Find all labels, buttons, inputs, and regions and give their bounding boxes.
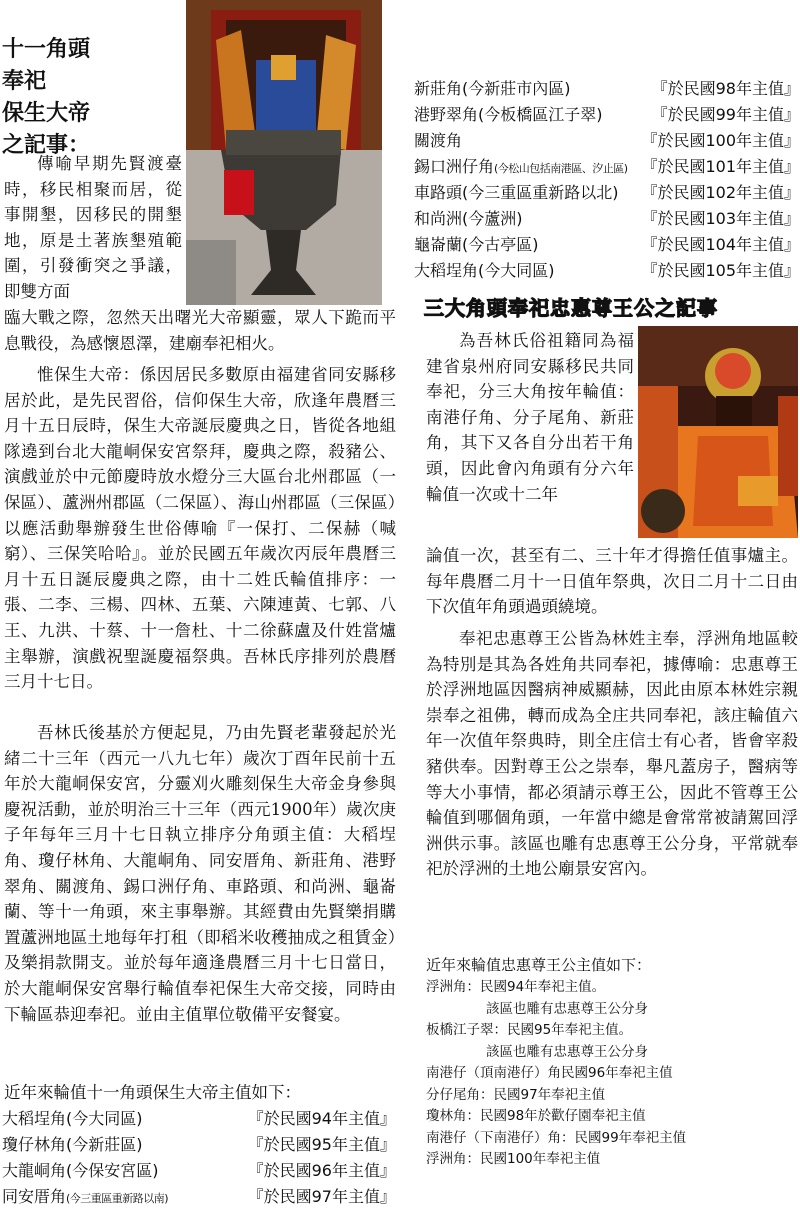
heading-line: 十一角頭 bbox=[2, 37, 91, 62]
list-item bbox=[414, 206, 800, 232]
list-item-year: 『於民國99年主值』 bbox=[651, 105, 800, 124]
list-item-year: 『於民國105年主值』 bbox=[641, 261, 800, 280]
list-item: 該區也雕有忠惠尊王公分身 bbox=[486, 1000, 648, 1017]
list-item bbox=[414, 258, 800, 284]
list-item-place: 錫口洲仔角 bbox=[414, 157, 495, 176]
right-paragraph-2: 奉祀忠惠尊王公皆為林姓主奉，浮洲角地區較為特別是其為各姓角共同奉祀，據傳喻：忠惠尊王於浮洲地區因醫病神威顯赫，因此由原本林姓宗親崇奉之祖佛，轉而成為全庄共同奉祀，該庄輪值六年一次值年祭典時，則全庄信士有心者，皆會宰殺豬供奉。因對尊王公之崇奉，舉凡蓋房子，醫病等等大小事情，都必須請示尊王公，因此不管尊王公輪值到哪個角頭，一年當中總是會常常被請駕回浮洲供示事。該區也雕有忠惠尊王公分身，平常就奉祀於浮洲的土地公廟景安宮內。 bbox=[426, 629, 798, 879]
section-title: 三大角頭奉祀忠惠尊王公之記事 bbox=[424, 296, 718, 320]
list-item-place: 瓊仔林角(今新莊區) bbox=[2, 1135, 143, 1154]
right-list2-intro: 近年來輪值忠惠尊王公主值如下： bbox=[426, 956, 652, 974]
list-item bbox=[414, 128, 800, 154]
list-item bbox=[414, 154, 800, 180]
list-item bbox=[2, 1158, 396, 1184]
list-item-place: 同安厝角 bbox=[2, 1187, 67, 1206]
list-item bbox=[414, 180, 800, 206]
list-item: 板橋江子翠：民國95年奉祀主值。 bbox=[426, 1022, 633, 1038]
list-item-year: 『於民國100年主值』 bbox=[641, 131, 800, 150]
list-item-year: 『於民國96年主值』 bbox=[247, 1161, 396, 1180]
list-item: 浮洲角：民國100年奉祀主值 bbox=[426, 1151, 601, 1167]
left-paragraph-1-wrap: 傳喻早期先賢渡臺時，移民相聚而居，從事開墾，因移民的開墾地，原是土著族墾殖範圍，引發衝突之爭議，即雙方面 bbox=[4, 154, 182, 301]
deity-photo bbox=[638, 326, 798, 538]
list-item-place: 新莊角(今新莊市內區) bbox=[414, 79, 571, 98]
list-item-place: 和尚洲(今蘆洲) bbox=[414, 209, 523, 228]
list-item-place: 龜崙蘭(今古亭區) bbox=[414, 235, 539, 254]
heading-line: 保生大帝 bbox=[2, 101, 91, 126]
list-item: 該區也雕有忠惠尊王公分身 bbox=[486, 1043, 648, 1060]
right-duty-list bbox=[414, 76, 800, 284]
list-item bbox=[414, 232, 800, 258]
list-item: 浮洲角：民國94年奉祀主值。 bbox=[426, 979, 606, 995]
list-item-year: 『於民國94年主值』 bbox=[247, 1109, 396, 1128]
list-item bbox=[414, 76, 800, 102]
list-item-place: 大龍峒角(今保安宮區) bbox=[2, 1161, 159, 1180]
list-item: 南港仔（頂南港仔）角民國96年奉祀主值 bbox=[426, 1065, 673, 1081]
list-item-place: 車路頭(今三重區重新路以北) bbox=[414, 183, 619, 202]
list-item bbox=[2, 1184, 396, 1210]
list-item-year: 『於民國95年主值』 bbox=[247, 1135, 396, 1154]
list-item-year: 『於民國101年主值』 bbox=[641, 157, 800, 176]
list-item-year: 『於民國97年主值』 bbox=[247, 1187, 396, 1206]
right-duty-list-2 bbox=[426, 977, 798, 1171]
right-paragraph-1-full: 論值一次，甚至有二、三十年才得擔任值事爐主。每年農曆二月十一日值年祭典，次日二月十二日由下次值年角頭過頭繞境。 bbox=[426, 546, 798, 617]
list-item-note: (今松山包括南港區、汐止區) bbox=[494, 162, 628, 175]
list-item-year: 『於民國102年主值』 bbox=[641, 183, 800, 202]
list-item-place: 大稻埕角(今大同區) bbox=[2, 1109, 143, 1128]
article-heading bbox=[2, 34, 182, 162]
list-item-year: 『於民國104年主值』 bbox=[641, 235, 800, 254]
heading-line: 奉祀 bbox=[2, 69, 47, 94]
list-item-place: 港野翠角(今板橋區江子翠) bbox=[414, 105, 603, 124]
list-item bbox=[2, 1106, 396, 1132]
list-item-place: 關渡角 bbox=[414, 131, 463, 150]
list-item bbox=[2, 1132, 396, 1158]
list-item: 分仔尾角：民國97年奉祀主值 bbox=[426, 1086, 606, 1103]
censer-photo bbox=[186, 0, 382, 305]
list-item-place: 大稻埕角(今大同區) bbox=[414, 261, 555, 280]
left-paragraph-1-full: 臨大戰之際，忽然天出曙光大帝顯靈，眾人下跪而平息戰役，為感懷恩澤，建廟奉祀相火。 bbox=[4, 308, 396, 353]
left-paragraph-3: 吾林氏後基於方便起見，乃由先賢老輩發起於光緒二十三年（西元一八九七年）歲次丁酉年民前十五年於大龍峒保安宮，分靈刈火雕刻保生大帝金身參與慶祝活動，並於明治三十三年（西元1900年）歲次庚子年每年三月十七日執立排序分角頭主值：大稻埕角、瓊仔林角、大龍峒角、同安厝角、新莊角、港野翠角、關渡角、錫口洲仔角、車路頭、和尚洲、龜崙蘭、等十一角頭，來主事舉辦。其經費由先賢樂捐購置蘆洲地區土地每年打租（即稻米收穫抽成之租賃金）及樂捐款開支。並於每年適逢農曆三月十七日當日，於大龍峒保安宮舉行輪值奉祀保生大帝交接，同時由下輪區恭迎奉祀。並由主值單位敬備平安餐宴。 bbox=[4, 723, 396, 1024]
list-item: 瓊林角：民國98年於歡仔園奉祀主值 bbox=[426, 1108, 646, 1124]
list-item bbox=[414, 102, 800, 128]
heading-line: 之記事： bbox=[2, 133, 91, 158]
left-paragraph-2: 惟保生大帝：係因居民多數原由福建省同安縣移居於此，是先民習俗，信仰保生大帝，欣逢年農曆三月十五日辰時，保生大帝誕辰慶典之日，皆從各地組隊遶到台北大龍峒保安宮祭拜，慶典之際，殺豬公、演戲並於中元節慶時放水燈分三大區台北州郡區（一保區）、蘆洲州郡區（二保區）、海山州郡區（三保區）以應活動舉辦發生世俗傳喻『一保打、二保赫（喊窮）、三保笑哈哈』。並於民國五年歲次丙辰年農曆三月十五日誕辰慶典之際，由十二姓氏輪值排序：一張、二李、三楊、四林、五葉、六陳連黃、七郭、八王、九洪、十蔡、十一詹杜、十二徐蘇盧及什姓當爐主舉辦，演戲祝聖誕慶福祭典。吾林氏序排列於農曆三月十七日。 bbox=[4, 365, 396, 692]
list-item-year: 『於民國103年主值』 bbox=[641, 209, 800, 228]
right-paragraph-1-wrap: 為吾林氏俗祖籍同為福建省泉州府同安縣移民共同奉祀，分三大角按年輪值：南港仔角、分子尾角、新莊角，其下又各自分出若干角頭，因此會內角頭有分六年輪值一次或十二年 bbox=[426, 331, 634, 504]
left-list-intro: 近年來輪值十一角頭保生大帝主值如下： bbox=[4, 1083, 301, 1102]
left-duty-list bbox=[2, 1106, 396, 1210]
list-item-year: 『於民國98年主值』 bbox=[651, 79, 800, 98]
list-item: 南港仔（下南港仔）角：民國99年奉祀主值 bbox=[426, 1129, 687, 1146]
list-item-note: (今三重區重新路以南) bbox=[66, 1192, 169, 1205]
